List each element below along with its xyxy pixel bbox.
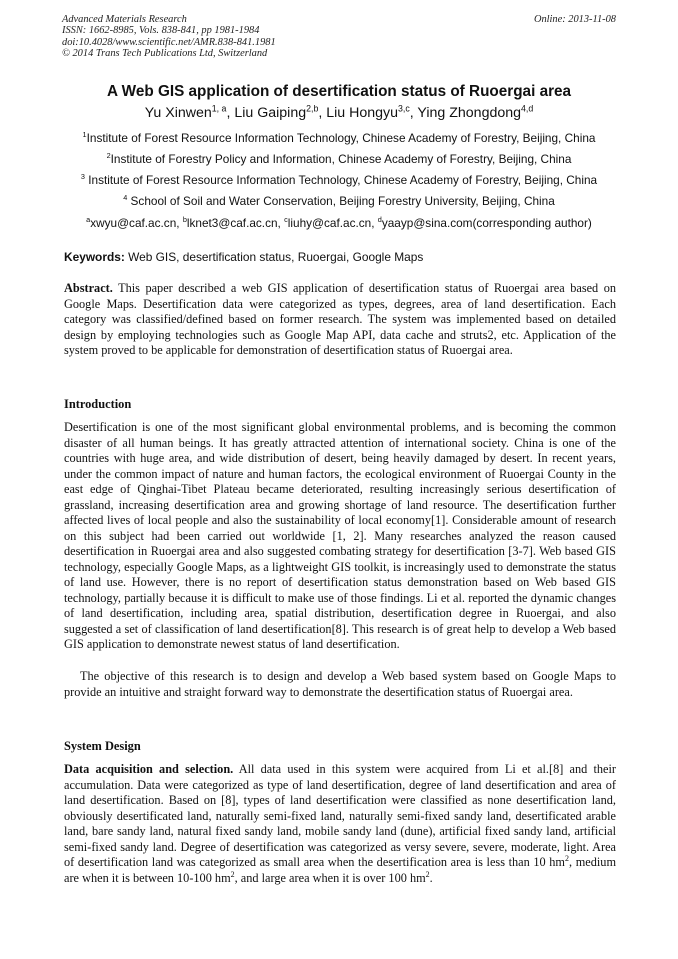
author-list: Yu Xinwen$^{1, a}$, Liu Gaiping$^{2,b}$, Liu Hongyu$^{3,c}$, Ying Zhongdong$^{4,d}$ [144, 103, 534, 121]
email: yaayp@sina.com(corresponding author) [381, 216, 592, 230]
journal-copyright: © 2014 Trans Tech Publications Ltd, Switzerland [62, 47, 268, 59]
affiliation [0, 131, 678, 145]
keywords-text: Web GIS, desertification status, Ruoergai, Google Maps [124, 250, 424, 264]
journal-name: Advanced Materials Research [62, 14, 187, 25]
author-mark: 1, a [211, 103, 227, 114]
keywords [64, 250, 616, 264]
affiliation [0, 194, 678, 208]
subsection-heading: Data acquisition and selection. [64, 762, 234, 776]
email: liuhy@caf.ac.cn, [287, 216, 378, 230]
affiliation [0, 173, 678, 187]
paragraph-text: . [429, 870, 433, 885]
section-heading-system-design: System Design [64, 739, 141, 753]
abstract-label: Abstract. [64, 281, 113, 295]
introduction-paragraph: The objective of this research is to design and develop a Web based system based on Google Maps to provide an intuitive and straight forward way to demonstrate the desertification status of Ruoergai area. [64, 669, 616, 699]
online-date: Online: 2013-11-08 [533, 14, 616, 25]
superscript: 2 [230, 869, 235, 879]
email-mark: c [284, 215, 288, 225]
abstract [64, 281, 616, 359]
email-mark: d [377, 215, 382, 225]
system-design-paragraph [64, 762, 616, 886]
author-name: Yu Xinwen [144, 105, 212, 121]
abstract-text: This paper described a web GIS application of desertification status of Ruoergai area based on Google Maps. Desertification data were categorized as types, degrees, area of land desertification. Each category was classified/defined based on former research. The system was implemented based on detailed design by employing technologies such as Google Map API, data cache and struts2, etc. Application of the system proved to be applicable for demonstration of desertification status of Ruoergai area. [64, 281, 616, 357]
affiliation [0, 152, 678, 166]
section-heading-introduction: Introduction [64, 397, 132, 411]
journal-issn: ISSN: 1662-8985, Vols. 838-841, pp 1981-1984 [62, 25, 260, 37]
journal-doi: doi:10.4028/www.scientific.net/AMR.838-841.1981 [62, 36, 276, 48]
author-mark: 4,d [521, 103, 534, 114]
paragraph-text: , and large area when it is over 100 hm [234, 870, 426, 885]
author-name: Liu Gaiping [234, 105, 307, 121]
superscript: 2 [565, 853, 570, 863]
author-emails [0, 216, 678, 230]
email-mark: a [86, 215, 91, 225]
keywords-label: Keywords: [64, 250, 125, 264]
journal-header [62, 14, 616, 59]
author-mark: 3,c [398, 103, 410, 114]
superscript: 2 [425, 869, 430, 879]
introduction-paragraph: Desertification is one of the most significant global environmental problems, and is becoming the common disaster of all human beings. It has greatly attracted attention of international society. China is one of the countries with huge area, and wide distribution of desert, being heavily damaged by desert. In recent years, under the common impact of nature and human factors, the ecological environment of Ruoergai County in the east edge of Qinghai-Tibet Plateau became deteriorated, resulting increasingly serious desertification of grassland, increasing desertification area and growing shortage of land resource. The desertification further affected lives of local people and also the sustainability of local economy[1]. Considerable amount of research on this subject had been carried out worldwide [1, 2]. Many researches analyzed the reason caused desertification in Ruoergai area and also suggested combating strategy for desertification [3-7]. Web based GIS technology, especially Google Maps, as a lightweight GIS toolkit, is increasingly used to demonstrate the status of land use. However, there is no report of desertification status demonstration based on Web based GIS technology, partially because it is difficult to make use of those findings. Li et al. reported the dynamic changes of land desertification, including area, spatial distribution, desertification degree in Ruoergai, and also suggested a set of classification of land desertification[8]. This research is of great help to develop a Web based GIS application to demonstrate newest status of land desertification. [64, 420, 616, 651]
affiliation-text: School of Soil and Water Conservation, Beijing Forestry University, Beijing, China [127, 194, 555, 208]
author-name: Liu Hongyu [326, 105, 399, 121]
email: xwyu@caf.ac.cn, [90, 216, 183, 230]
email-mark: b [182, 215, 187, 225]
affiliation-text: Institute of Forest Resource Information Technology, Chinese Academy of Forestry, Beijing, China [86, 131, 596, 145]
affiliation-text: Institute of Forest Resource Information Technology, Chinese Academy of Forestry, Beijing, China [84, 173, 598, 187]
paper-title: A Web GIS application of desertification status of Ruoergai area [106, 83, 572, 100]
paragraph-text: , medium are when it is between 10-100 hm [64, 855, 617, 885]
affiliation-mark: 3 [80, 172, 85, 182]
email: lknet3@caf.ac.cn, [186, 216, 285, 230]
author-name: Ying Zhongdong [417, 105, 522, 121]
affiliation-mark: 2 [106, 151, 111, 161]
paragraph-text: All data used in this system were acquired from Li et al.[8] and their accumulation. Data were categorized as type of land desertification, degree of land desertification and area of land desertification. Based on [8], types of land desertification were classified as none desertification land, obviously desertificated land, naturally semi-fixed land, naturally semi-fixed sandy land, desertificated arable land, bare sandy land, natural fixed sandy land, mobile sandy land (dune), artificial fixed sandy land, artificial semi-fixed sandy land. Degree of desertification was categorized as versy severe, severe, moderate, light. Area of desertification land was categorized as small area when the desertification area is less than 10 hm [64, 762, 616, 869]
affiliation-text: Institute of Forestry Policy and Information, Chinese Academy of Forestry, Beijing, China [110, 152, 572, 166]
author-mark: 2,b [306, 103, 319, 114]
affiliation-mark: 1 [82, 130, 87, 140]
affiliation-mark: 4 [123, 193, 128, 203]
